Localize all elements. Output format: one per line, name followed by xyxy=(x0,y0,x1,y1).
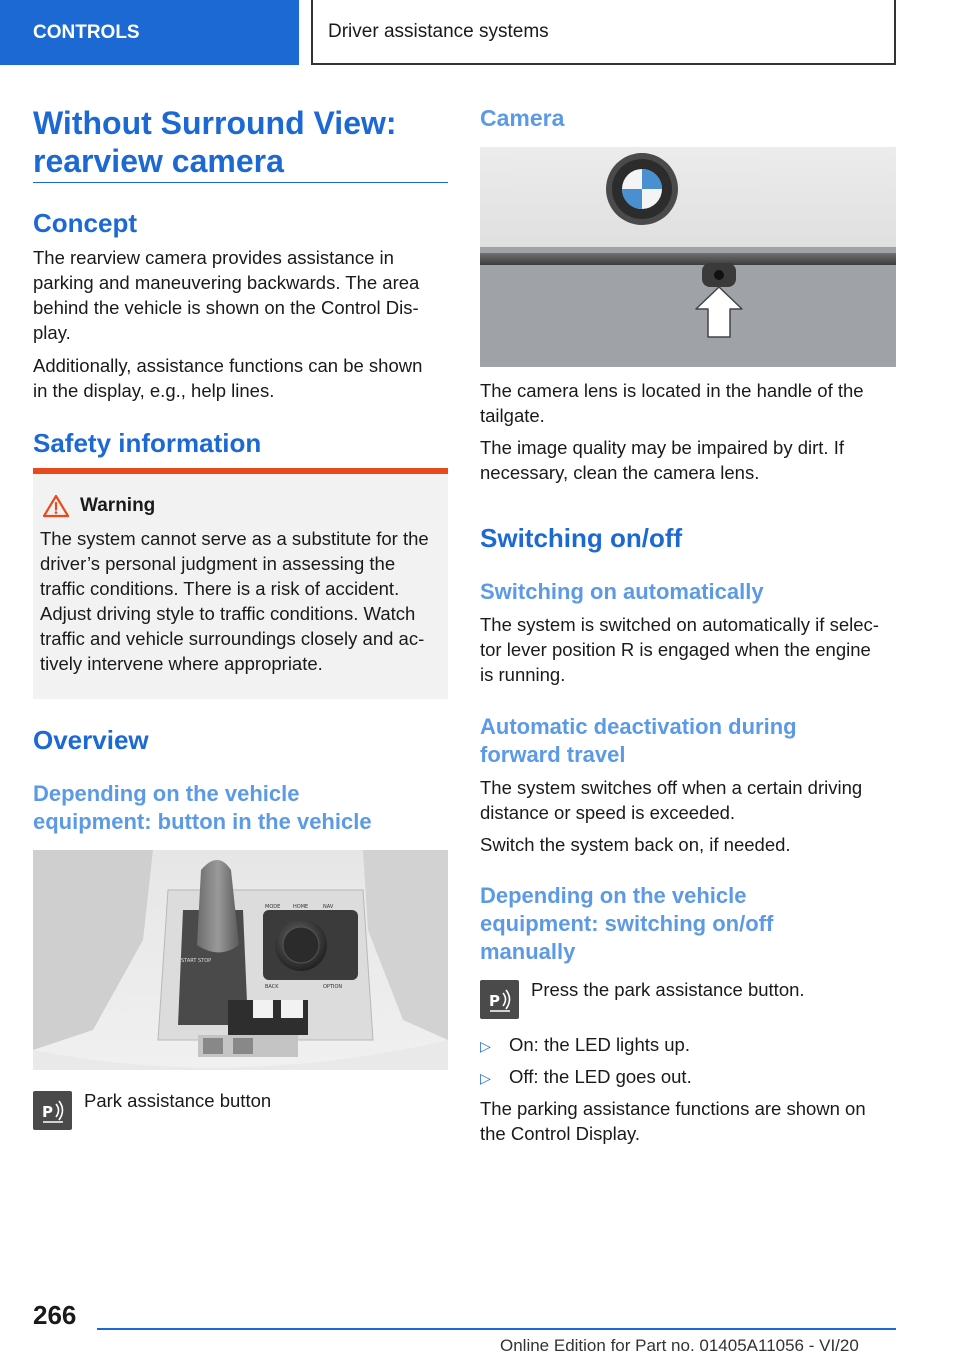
text-line: necessary, clean the camera lens. xyxy=(480,462,760,483)
concept-heading: Concept xyxy=(33,208,137,238)
heading-line: Depending on the vehicle xyxy=(33,781,300,806)
text-line: traffic and vehicle surroundings closely and ac‐ xyxy=(40,628,425,649)
auto-on-paragraph xyxy=(480,612,896,687)
back-label: BACK xyxy=(265,984,279,990)
text-line: tailgate. xyxy=(480,405,545,426)
concept-paragraph-1 xyxy=(33,245,448,345)
text-line: The image quality may be impaired by dirt. If xyxy=(480,437,844,458)
mode-label: MODE xyxy=(265,904,281,910)
page-number: 266 xyxy=(33,1300,77,1330)
header-chapter-tab xyxy=(311,0,896,65)
title-rule xyxy=(33,182,448,183)
overview-heading: Overview xyxy=(33,725,149,755)
text-line: The system switches off when a certain driving xyxy=(480,777,863,798)
heading-line: Depending on the vehicle xyxy=(480,883,747,908)
camera-paragraph-1 xyxy=(480,378,896,428)
text-line: play. xyxy=(33,322,71,343)
warning-title xyxy=(42,494,441,518)
header-section-label: CONTROLS xyxy=(33,21,140,43)
button-heading xyxy=(33,780,448,836)
heading-line: Automatic deactivation during xyxy=(480,714,797,739)
text-line: The camera lens is located in the handle of the xyxy=(480,380,864,401)
auto-on-heading: Switching on automatically xyxy=(480,579,764,604)
text-line: traffic conditions. There is a risk of accident. xyxy=(40,578,400,599)
list-item xyxy=(480,1064,692,1091)
park-assistance-button-icon xyxy=(33,1091,72,1130)
auto-off-paragraph-1 xyxy=(480,775,896,825)
park-assist-caption: Park assistance button xyxy=(84,1090,272,1111)
text-line: The rearview camera provides assistance in xyxy=(33,247,394,268)
list-item-text: On: the LED lights up. xyxy=(509,1034,690,1055)
auto-off-heading xyxy=(480,713,896,769)
park-assist-caption-row xyxy=(33,1091,448,1131)
tailgate-camera-illustration xyxy=(480,147,896,367)
svg-text:P: P xyxy=(41,1102,53,1121)
start-stop-label: START STOP xyxy=(181,958,212,964)
manual-heading xyxy=(480,882,896,966)
bullet-triangle-icon: ▷ xyxy=(480,1038,491,1054)
page-title xyxy=(33,104,448,180)
text-line: distance or speed is exceeded. xyxy=(480,802,736,823)
auto-off-paragraph-2: Switch the system back on, if needed. xyxy=(480,834,791,855)
warning-triangle-icon xyxy=(42,494,70,518)
final-paragraph xyxy=(480,1096,896,1146)
heading-line: manually xyxy=(480,939,576,964)
text-line: Additionally, assistance functions can be shown xyxy=(33,355,423,376)
bullet-triangle-icon: ▷ xyxy=(480,1070,491,1086)
camera-image xyxy=(480,147,896,367)
safety-heading: Safety information xyxy=(33,428,262,458)
footer-rule xyxy=(97,1328,896,1330)
park-assistance-button-icon xyxy=(480,980,519,1019)
text-line: Adjust driving style to traffic conditions. Watch xyxy=(40,603,416,624)
page-title-line2: rearview camera xyxy=(33,143,284,179)
text-line: The system is switched on automatically if selec‐ xyxy=(480,614,879,635)
text-line: driver’s personal judgment in assessing the xyxy=(40,553,396,574)
camera-heading: Camera xyxy=(480,105,565,131)
text-line: is running. xyxy=(480,664,566,685)
text-line: tor lever position R is engaged when the engine xyxy=(480,639,871,660)
switching-heading: Switching on/off xyxy=(480,523,683,553)
footer-edition: Online Edition for Part no. 01405A11056 - VI/20 xyxy=(500,1336,859,1355)
warning-text xyxy=(40,526,441,676)
heading-line: equipment: switching on/off xyxy=(480,911,774,936)
manual-instruction-row xyxy=(480,980,896,1020)
header-chapter-label: Driver assistance systems xyxy=(328,20,549,42)
text-line: The system cannot serve as a substitute for the xyxy=(40,528,429,549)
nav-label: NAV xyxy=(323,904,334,910)
concept-paragraph-2 xyxy=(33,353,448,403)
page-title-line1: Without Surround View: xyxy=(33,105,397,141)
text-line: parking and maneuvering backwards. The area xyxy=(33,272,420,293)
camera-paragraph-2 xyxy=(480,435,896,485)
text-line: in the display, e.g., help lines. xyxy=(33,380,275,401)
text-line: The parking assistance functions are shown on xyxy=(480,1098,866,1119)
text-line: the Control Display. xyxy=(480,1123,641,1144)
list-item xyxy=(480,1032,690,1059)
header-section-tab xyxy=(0,0,299,65)
manual-instruction-text: Press the park assistance button. xyxy=(531,979,805,1000)
home-label: HOME xyxy=(293,904,309,910)
warning-box xyxy=(33,468,448,699)
warning-title-text: Warning xyxy=(80,495,156,516)
center-console-image xyxy=(33,850,448,1070)
center-console-illustration xyxy=(33,850,448,1070)
text-line: tively intervene where appropriate. xyxy=(40,653,323,674)
list-item-text: Off: the LED goes out. xyxy=(509,1066,692,1087)
text-line: behind the vehicle is shown on the Control Dis‐ xyxy=(33,297,419,318)
svg-text:P: P xyxy=(488,991,500,1010)
heading-line: equipment: button in the vehicle xyxy=(33,809,372,834)
heading-line: forward travel xyxy=(480,742,626,767)
option-label: OPTION xyxy=(323,984,343,990)
